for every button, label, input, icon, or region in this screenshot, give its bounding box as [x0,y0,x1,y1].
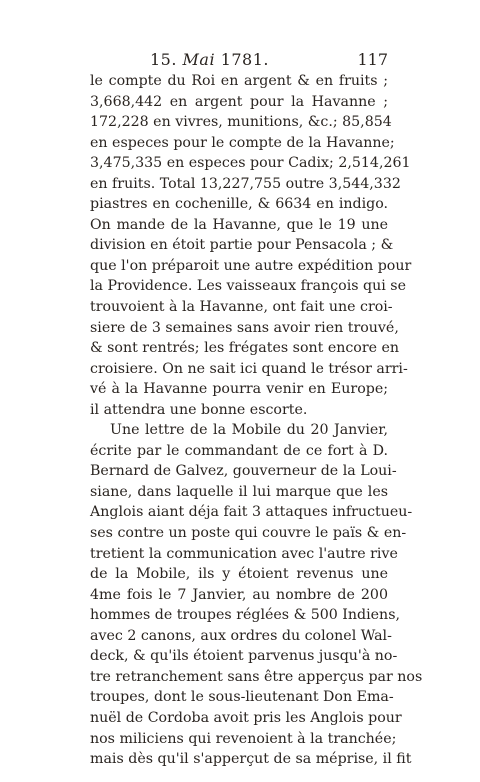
text-line: & sont rentrés; les frégates sont encore en [90,340,400,357]
body-text [90,71,423,770]
text-line: Anglois aiant déja fait 3 attaques infructueu- [90,504,413,521]
text-line: que l'on préparoit une autre expédition pour [90,257,412,274]
text-line: croisiere. On ne sait ici quand le trésor arri- [90,360,408,377]
text-line: de la Mobile, ils y étoient revenus une [90,566,388,583]
text-line: tre retranchement sans être apperçus par nos [90,668,423,685]
text-line: écrite par le commandant de ce fort à D. [90,442,388,459]
text-line: Bernard de Galvez, gouverneur de la Loui- [90,463,397,480]
text-line: tretient la communication avec l'autre rive [90,545,398,562]
text-line: en fruits. Total 13,227,755 outre 3,544,332 [90,175,401,192]
text-line: deck, & qu'ils étoient parvenus jusqu'à no- [90,648,398,665]
text-line: siere de 3 semaines sans avoir rien trouvé, [90,319,399,336]
running-head-month: Mai [182,50,216,69]
text-line: vé à la Havanne pourra venir en Europe; [90,381,388,398]
running-head [150,50,269,69]
text-line: On mande de la Havanne, que le 19 une [90,216,388,233]
text-line: trouvoient à la Havanne, ont fait une croi- [90,299,393,316]
text-line: nos miliciens qui revenoient à la tranchée; [90,730,397,747]
text-line: hommes de troupes réglées & 500 Indiens, [90,607,400,624]
text-line: 172,228 en vivres, munitions, &c.; 85,854 [90,114,392,131]
text-line: en especes pour le compte de la Havanne; [90,134,395,151]
text-line: division en étoit partie pour Pensacola ; & [90,237,394,254]
text-line: 3,475,335 en especes pour Cadix; 2,514,261 [90,155,411,172]
text-line: nuël de Cordoba avoit pris les Anglois pour [90,709,402,726]
page-number: 117 [357,50,388,69]
running-head-year: 1781. [220,50,269,69]
running-head-date: 15. [150,50,177,69]
text-line: 3,668,442 en argent pour la Havanne ; [90,93,388,110]
text-line: 4me fois le 7 Janvier, au nombre de 200 [90,586,388,603]
paragraph-continued [90,71,412,420]
text-line: troupes, dont le sous-lieutenant Don Ema- [90,689,394,706]
text-line: il attendra une bonne escorte. [90,401,308,418]
text-line: ses contre un poste qui couvre le païs & en- [90,525,407,542]
text-line: Une lettre de la Mobile du 20 Janvier, [110,422,388,439]
text-line: avec 2 canons, aux ordres du colonel Wal- [90,627,392,644]
text-line: le compte du Roi en argent & en fruits ; [90,73,388,89]
paragraph-mobile-letter [90,420,423,769]
text-line: la Providence. Les vaisseaux françois qui se [90,278,406,295]
text-line: piastres en cochenille, & 6634 en indigo. [90,196,388,213]
text-line: mais dès qu'il s'apperçut de sa méprise, il fit [90,751,412,768]
text-line: siane, dans laquelle il lui marque que les [90,483,388,500]
